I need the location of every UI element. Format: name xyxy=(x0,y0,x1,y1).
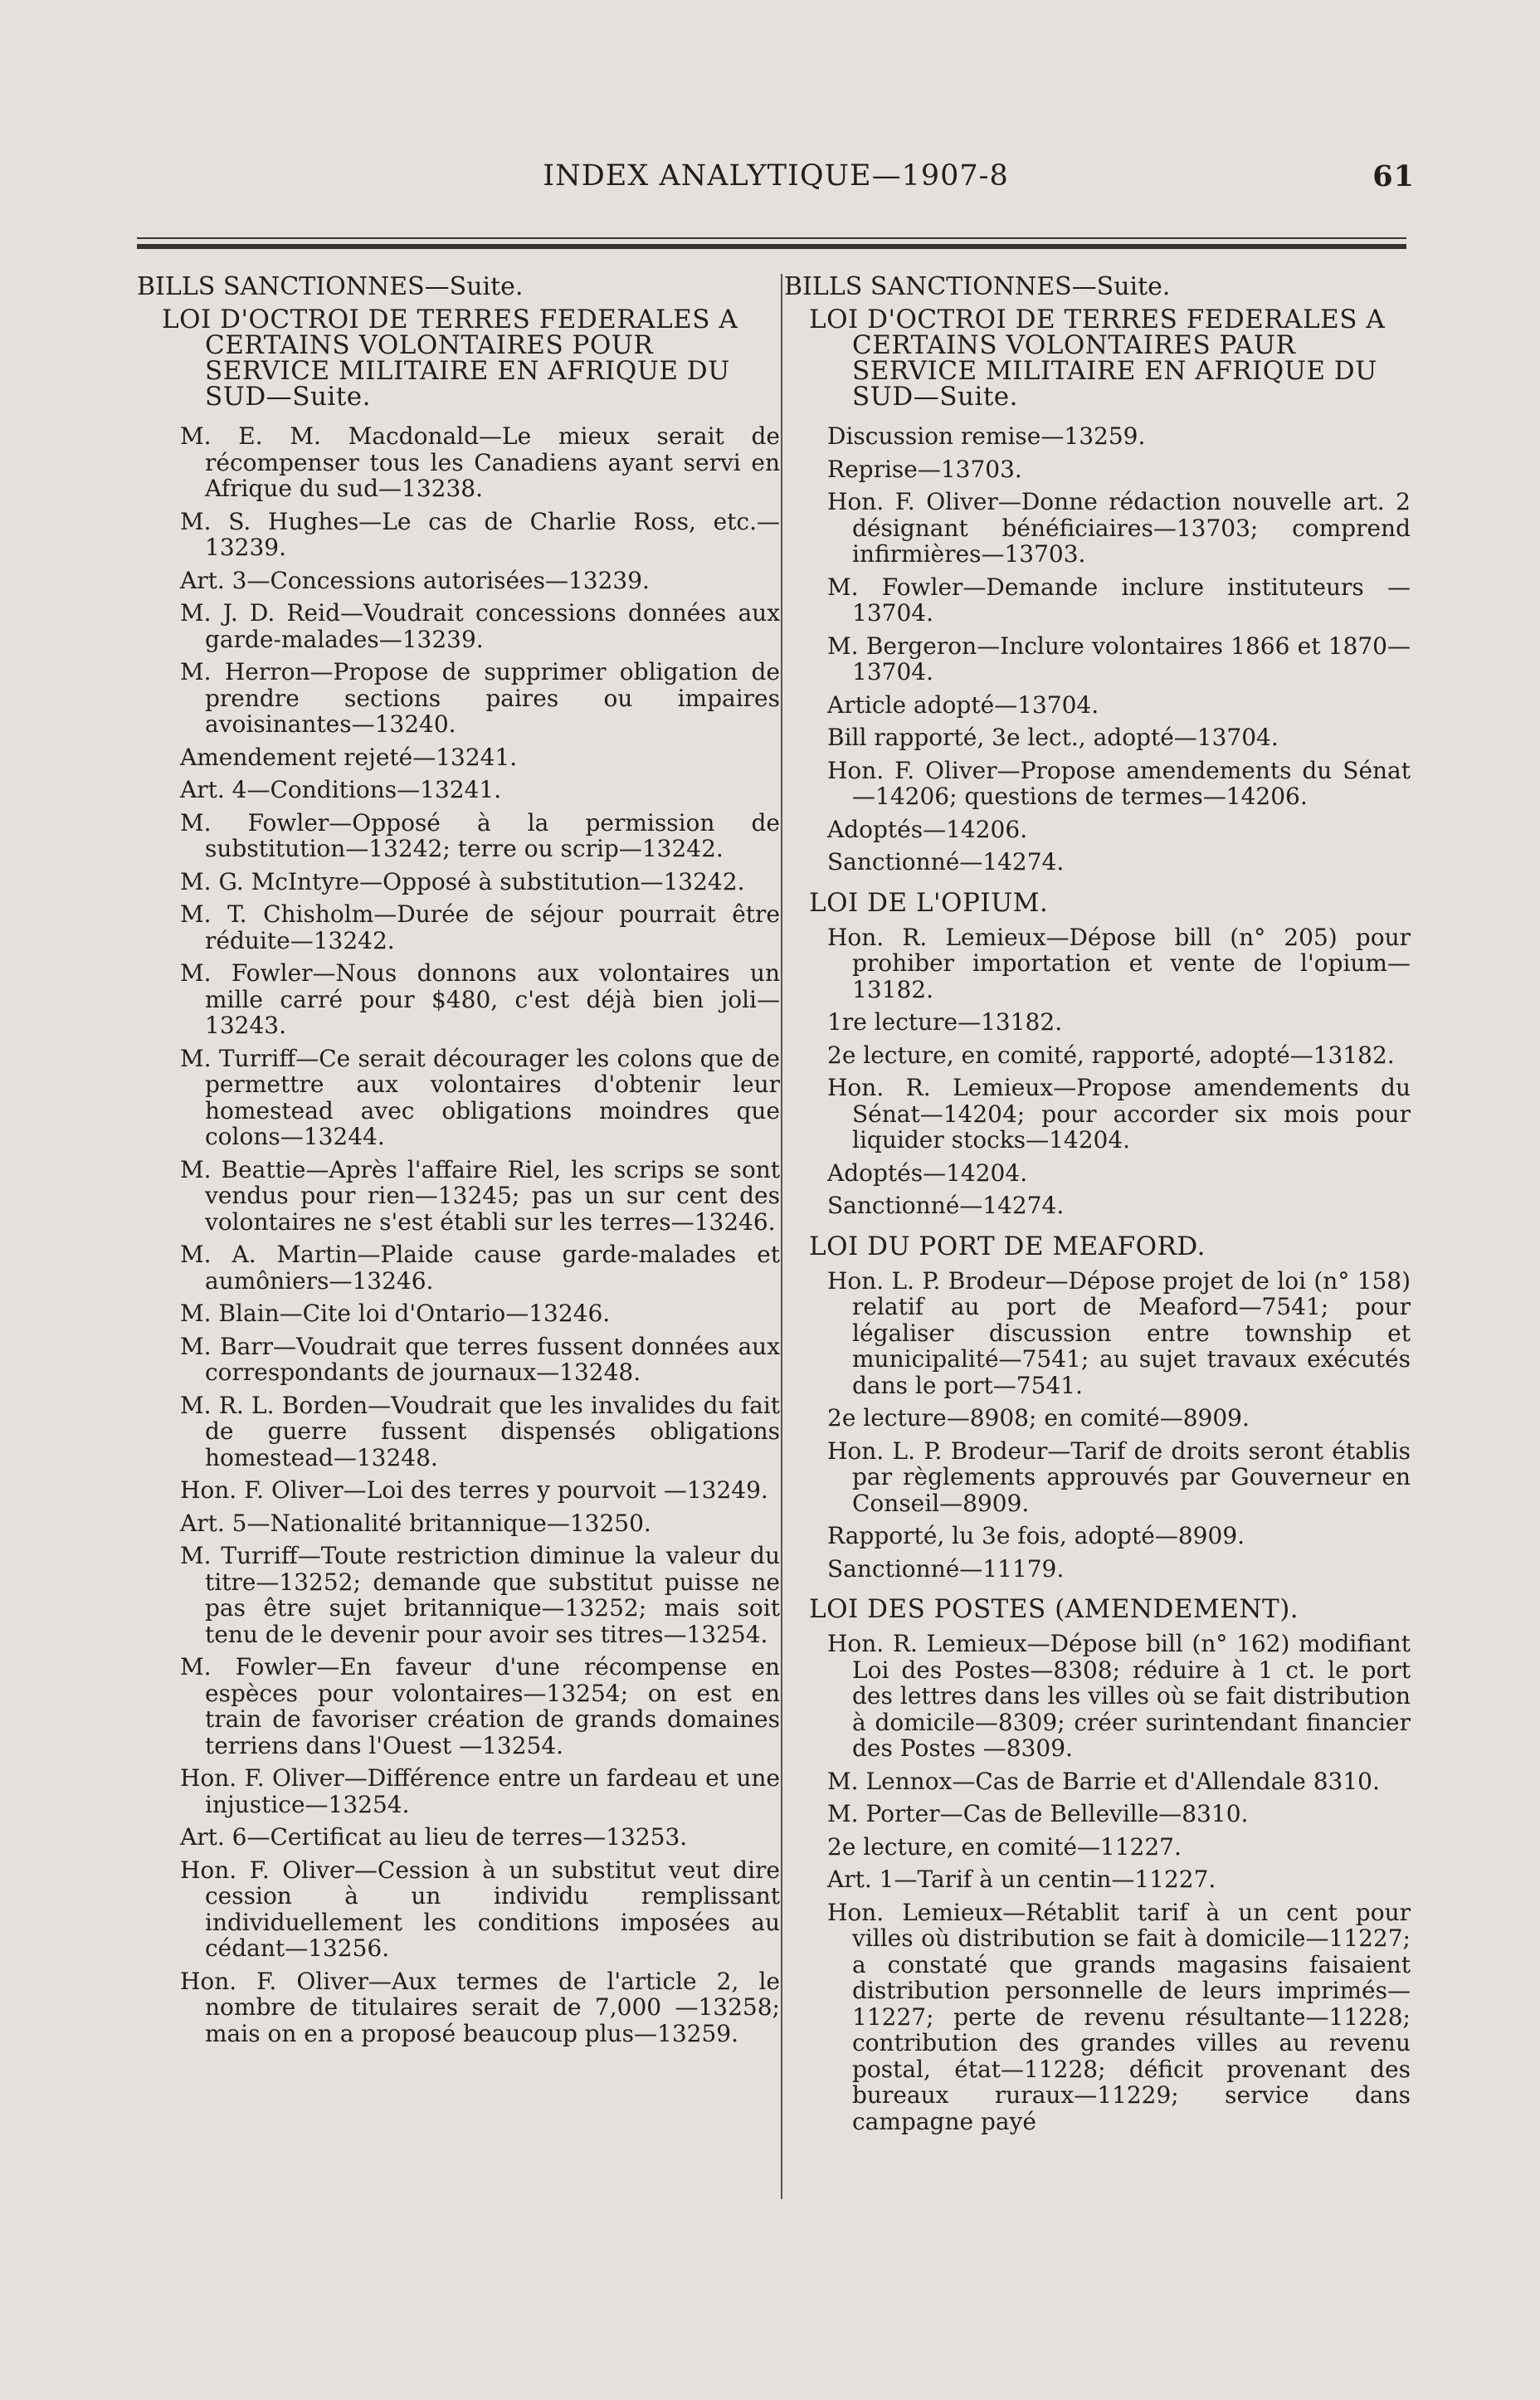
index-entry: M. Fowler—En faveur d'une récompense en espèces pour volontaires—13254; on est en train de favoriser création de grands domaines terriens dans l'Ouest —13254. xyxy=(180,1653,780,1759)
index-entry: M. T. Chisholm—Durée de séjour pourrait être réduite—13242. xyxy=(180,900,780,954)
index-entry: M. Porter—Cas de Belleville—8310. xyxy=(827,1800,1249,1827)
section-title: LOI DU PORT DE MEAFORD. xyxy=(809,1231,1206,1261)
right-column xyxy=(784,274,1411,2141)
index-entry: Sanctionné—14274. xyxy=(827,848,1065,876)
index-entry: Sanctionné—11179. xyxy=(827,1554,1065,1583)
index-entry: Reprise—13703. xyxy=(827,455,1022,483)
index-entry: Art. 3—Concessions autorisées—13239. xyxy=(180,566,650,594)
page-title: INDEX ANALYTIQUE—1907-8 xyxy=(543,159,1009,193)
index-entry: M. Fowler—Opposé à la permission de substitution—13242; terre ou scrip—13242. xyxy=(180,808,780,862)
index-entry: Art. 4—Conditions—13241. xyxy=(180,776,502,803)
index-entry: 1re lecture—13182. xyxy=(827,1008,1063,1036)
section-title: LOI DES POSTES (AMENDEMENT). xyxy=(809,1594,1299,1624)
entry-list xyxy=(784,1631,1411,2134)
index-entry: Hon. L. P. Brodeur—Dépose projet de loi (n° 158) relatif au port de Meaford—7541; pour légaliser discussion entre township et municipalité—7541; au sujet travaux exécutés dans le port—7541. xyxy=(827,1266,1411,1399)
index-entry: Hon. F. Oliver—Propose amendements du Sénat—14206; questions de termes—14206. xyxy=(827,756,1411,810)
index-entry: M. R. L. Borden—Voudrait que les invalides du fait de guerre fussent dispensés obligations homestead—13248. xyxy=(180,1391,780,1471)
index-entry: 2e lecture—8908; en comité—8909. xyxy=(827,1404,1250,1432)
index-entry: Hon. Lemieux—Rétablit tarif à un cent pour villes où distribution se fait à domicile—11227; a constaté que grands magasins faisaient distribution personnelle de leurs imprimés—11227; perte de revenu résultante—11228; contribution des grandes villes au revenu postal, état—11228; déficit provenant des bureaux ruraux—11229; service dans campagne payé xyxy=(827,1898,1411,2135)
section-title: LOI DE L'OPIUM. xyxy=(809,887,1049,918)
index-entry: M. Fowler—Demande inclure instituteurs —13704. xyxy=(827,573,1411,627)
index-entry: Art. 1—Tarif à un centin—11227. xyxy=(827,1866,1216,1893)
index-entry: M. Lennox—Cas de Barrie et d'Allendale 8310. xyxy=(827,1767,1380,1795)
left-column xyxy=(137,274,780,2053)
index-entry: 2e lecture, en comité, rapporté, adopté—13182. xyxy=(827,1041,1395,1069)
index-entry: Bill rapporté, 3e lect., adopté—13704. xyxy=(827,724,1279,751)
entry-list xyxy=(784,1268,1411,1583)
header-rule-thin xyxy=(137,237,1406,239)
index-entry: Art. 6—Certificat au lieu de terres—13253. xyxy=(180,1823,688,1851)
index-entry: Discussion remise—13259. xyxy=(827,422,1146,450)
section-postes xyxy=(784,1594,1411,2135)
index-entry: M. Bergeron—Inclure volontaires 1866 et 1870—13704. xyxy=(827,632,1411,685)
index-entry: M. Turriff—Ce serait décourager les colons que de permettre aux volontaires d'obtenir leur homestead avec obligations moindres que colons—13244. xyxy=(180,1044,780,1150)
entry-list xyxy=(137,423,780,2046)
index-entry: M. S. Hughes—Le cas de Charlie Ross, etc.—13239. xyxy=(180,507,780,561)
index-entry: Hon. L. P. Brodeur—Tarif de droits seront établis par règlements approuvés par Gouverneur en Conseil—8909. xyxy=(827,1437,1411,1517)
index-entry: Article adopté—13704. xyxy=(827,690,1099,719)
index-entry: M. J. D. Reid—Voudrait concessions données aux garde-malades—13239. xyxy=(180,599,780,653)
index-entry: M. Blain—Cite loi d'Ontario—13246. xyxy=(180,1300,611,1327)
entry-list xyxy=(784,423,1411,876)
index-entry: Hon. F. Oliver—Aux termes de l'article 2, le nombre de titulaires serait de 7,000 —13258; mais on en a proposé beaucoup plus—13259. xyxy=(180,1967,780,2047)
section-title: LOI D'OCTROI DE TERRES FEDERALES A CERTAINS VOLONTAIRES PAUR SERVICE MILITAIRE EN AFRIQUE DU SUD—Suite. xyxy=(809,305,1386,412)
header-rule-thick xyxy=(137,244,1406,249)
index-entry: M. E. M. Macdonald—Le mieux serait de récompenser tous les Canadiens ayant servi en Afrique du sud—13238. xyxy=(180,422,780,502)
index-entry: Hon. F. Oliver—Loi des terres y pourvoit —13249. xyxy=(180,1476,768,1504)
index-entry: M. A. Martin—Plaide cause garde-malades et aumôniers—13246. xyxy=(180,1241,780,1295)
index-entry: Rapporté, lu 3e fois, adopté—8909. xyxy=(827,1522,1245,1549)
section-opium xyxy=(784,887,1411,1219)
index-entry: M. Herron—Propose de supprimer obligation de prendre sections paires ou impaires avoisinantes—13240. xyxy=(180,658,780,738)
index-entry: Adoptés—14206. xyxy=(827,815,1028,843)
index-entry: Hon. F. Oliver—Donne rédaction nouvelle art. 2 désignant bénéficiaires—13703; comprend infirmières—13703. xyxy=(827,488,1411,568)
index-entry: M. Beattie—Après l'affaire Riel, les scrips se sont vendus pour rien—13245; pas un sur cent des volontaires ne s'est établi sur les terres—13246. xyxy=(180,1155,780,1236)
running-head xyxy=(137,159,1415,196)
index-entry: 2e lecture, en comité—11227. xyxy=(827,1832,1182,1861)
column-heading: BILLS SANCTIONNES—Suite. xyxy=(784,272,1171,301)
index-entry: M. G. McIntyre—Opposé à substitution—13242. xyxy=(180,867,745,895)
index-entry: M. Fowler—Nous donnons aux volontaires un mille carré pour $480, c'est déjà bien joli—13243. xyxy=(180,959,780,1039)
index-entry: Adoptés—14204. xyxy=(827,1159,1028,1187)
index-entry: M. Turriff—Toute restriction diminue la valeur du titre—13252; demande que substitut puisse ne pas être sujet britannique—13252; mais soit tenu de le devenir pour avoir ses titres—13254. xyxy=(180,1542,780,1648)
section-meaford xyxy=(784,1231,1411,1583)
index-entry: Hon. R. Lemieux—Propose amendements du Sénat—14204; pour accorder six mois pour liquider stocks—14204. xyxy=(827,1074,1411,1154)
index-entry: Hon. F. Oliver—Différence entre un fardeau et une injustice—13254. xyxy=(180,1764,780,1818)
column-divider xyxy=(781,274,782,2199)
section-title: LOI D'OCTROI DE TERRES FEDERALES A CERTAINS VOLONTAIRES POUR SERVICE MILITAIRE EN AFRIQUE DU SUD—Suite. xyxy=(162,305,738,412)
page-number: 61 xyxy=(1372,159,1415,193)
index-entry: M. Barr—Voudrait que terres fussent données aux correspondants de journaux—13248. xyxy=(180,1332,780,1386)
entry-list xyxy=(784,924,1411,1219)
column-heading: BILLS SANCTIONNES—Suite. xyxy=(137,272,524,301)
index-entry: Hon. R. Lemieux—Dépose bill (n° 205) pour prohiber importation et vente de l'opium—13182. xyxy=(827,923,1411,1003)
index-entry: Art. 5—Nationalité britannique—13250. xyxy=(180,1509,651,1537)
index-entry: Sanctionné—14274. xyxy=(827,1192,1065,1219)
index-entry: Amendement rejeté—13241. xyxy=(180,743,518,771)
index-entry: Hon. F. Oliver—Cession à un substitut veut dire cession à un individu remplissant individuellement les conditions imposées au cédant—13256. xyxy=(180,1856,780,1962)
index-entry: Hon. R. Lemieux—Dépose bill (n° 162) modifiant Loi des Postes—8308; réduire à 1 ct. le port des lettres dans les villes où se fait distribution à domicile—8309; créer surintendant financier des Postes —8309. xyxy=(827,1630,1411,1762)
